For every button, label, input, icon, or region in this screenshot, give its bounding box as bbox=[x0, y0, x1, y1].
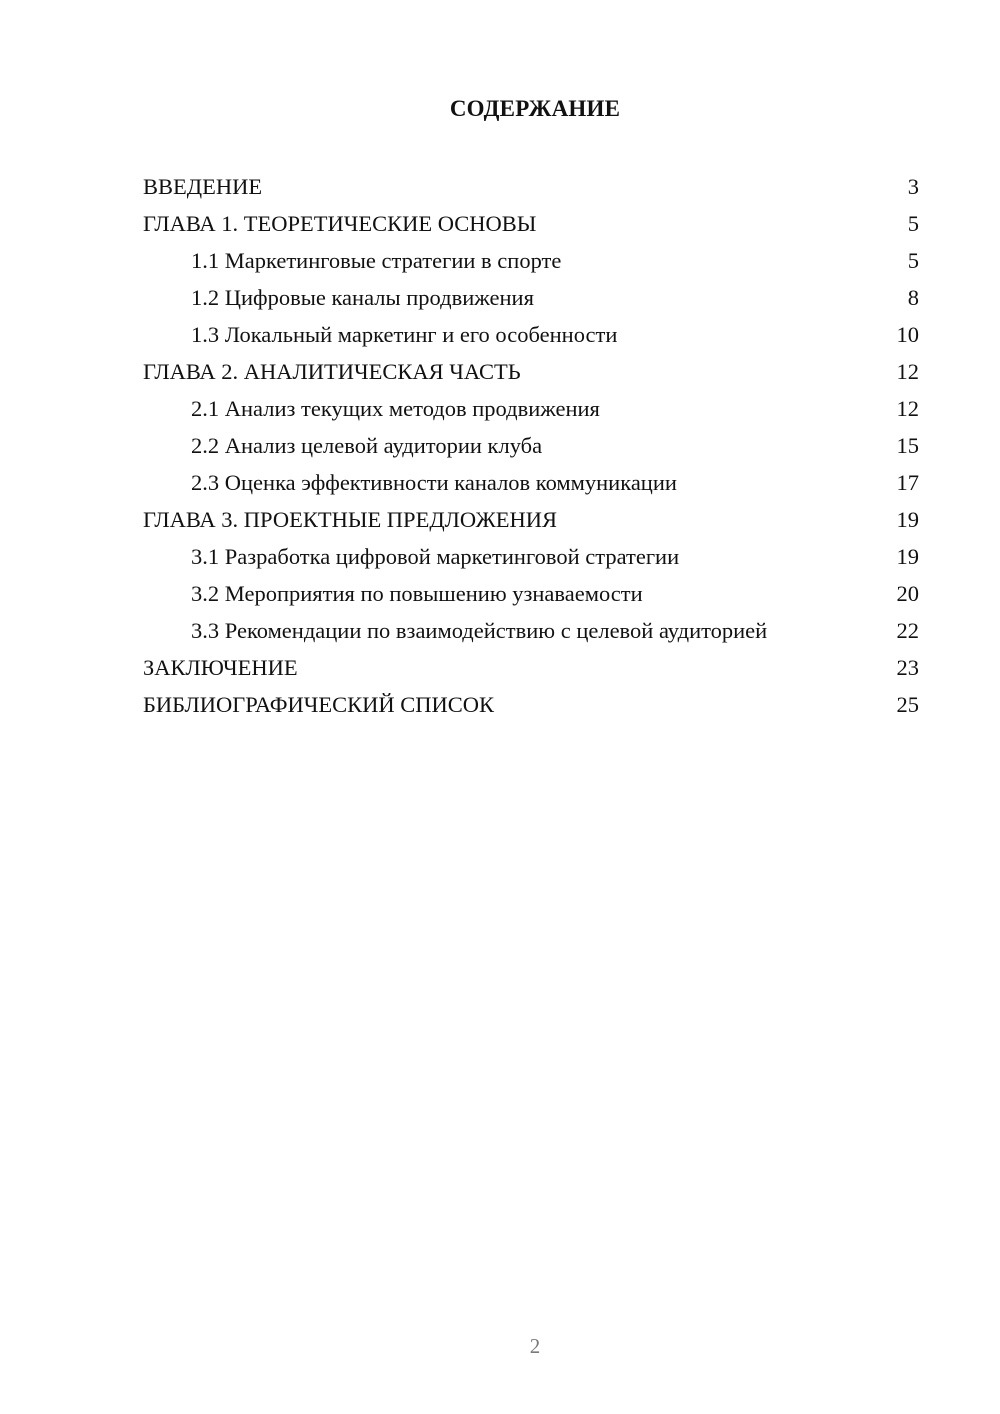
toc-entry-text: 2.1 Анализ текущих методов продвижения bbox=[191, 396, 600, 421]
toc-entry-page: 17 bbox=[896, 470, 919, 495]
toc-entry-section-2-3 bbox=[143, 464, 919, 501]
toc-entry-chapter-3 bbox=[143, 501, 919, 538]
toc-entry-section-2-2 bbox=[143, 427, 919, 464]
toc-entry-chapter-1 bbox=[143, 205, 919, 242]
toc-entry-section-1-2 bbox=[143, 279, 919, 316]
toc-entry-page: 22 bbox=[896, 618, 919, 643]
toc-entry-page: 5 bbox=[907, 248, 919, 273]
toc-entry-page: 10 bbox=[896, 322, 919, 347]
toc-entry-section-3-2 bbox=[143, 575, 919, 612]
toc-entry-section-1-3 bbox=[143, 316, 919, 353]
footer-page-number: 2 bbox=[529, 1334, 541, 1358]
toc-entry-text: 3.3 Рекомендации по взаимодействию с целевой аудиторией bbox=[191, 618, 768, 643]
toc-entry-text: 1.2 Цифровые каналы продвижения bbox=[191, 285, 534, 310]
toc-entry-page: 19 bbox=[896, 507, 919, 532]
toc-entry-conclusion bbox=[143, 649, 919, 686]
toc-entry-text: ГЛАВА 3. ПРОЕКТНЫЕ ПРЕДЛОЖЕНИЯ bbox=[143, 507, 558, 532]
toc-entry-text: ВВЕДЕНИЕ bbox=[143, 174, 263, 199]
toc-entry-page: 15 bbox=[896, 433, 919, 458]
toc-entry-page: 8 bbox=[907, 285, 919, 310]
toc-entry-page: 25 bbox=[896, 692, 919, 717]
toc-entry-text: БИБЛИОГРАФИЧЕСКИЙ СПИСОК bbox=[143, 692, 495, 717]
page-title: СОДЕРЖАНИЕ bbox=[449, 96, 621, 121]
toc-entry-section-1-1 bbox=[143, 242, 919, 279]
toc-entry-chapter-2 bbox=[143, 353, 919, 390]
toc-entry-text: 3.1 Разработка цифровой маркетинговой стратегии bbox=[191, 544, 680, 569]
toc-entry-text: 1.3 Локальный маркетинг и его особенности bbox=[191, 322, 618, 347]
toc-entry-section-3-3 bbox=[143, 612, 919, 649]
toc-entry-page: 23 bbox=[896, 655, 919, 680]
toc-entry-page: 12 bbox=[896, 359, 919, 384]
toc-entry-bibliography bbox=[143, 686, 919, 723]
toc-entry-page: 19 bbox=[896, 544, 919, 569]
toc-entry-introduction bbox=[143, 168, 919, 205]
toc-entry-text: ЗАКЛЮЧЕНИЕ bbox=[143, 655, 298, 680]
toc-entry-text: ГЛАВА 2. АНАЛИТИЧЕСКАЯ ЧАСТЬ bbox=[143, 359, 521, 384]
toc-entry-section-3-1 bbox=[143, 538, 919, 575]
toc-entry-text: 2.2 Анализ целевой аудитории клуба bbox=[191, 433, 543, 458]
toc-entry-text: 1.1 Маркетинговые стратегии в спорте bbox=[191, 248, 562, 273]
toc-entry-text: 3.2 Мероприятия по повышению узнаваемости bbox=[191, 581, 643, 606]
toc-entry-section-2-1 bbox=[143, 390, 919, 427]
toc-entry-page: 20 bbox=[896, 581, 919, 606]
toc-entry-page: 12 bbox=[896, 396, 919, 421]
toc-entry-text: 2.3 Оценка эффективности каналов коммуникации bbox=[191, 470, 677, 495]
toc-entry-text: ГЛАВА 1. ТЕОРЕТИЧЕСКИЕ ОСНОВЫ bbox=[143, 211, 537, 236]
toc-entry-page: 3 bbox=[907, 174, 919, 199]
table-of-contents bbox=[143, 168, 919, 723]
toc-entry-page: 5 bbox=[907, 211, 919, 236]
